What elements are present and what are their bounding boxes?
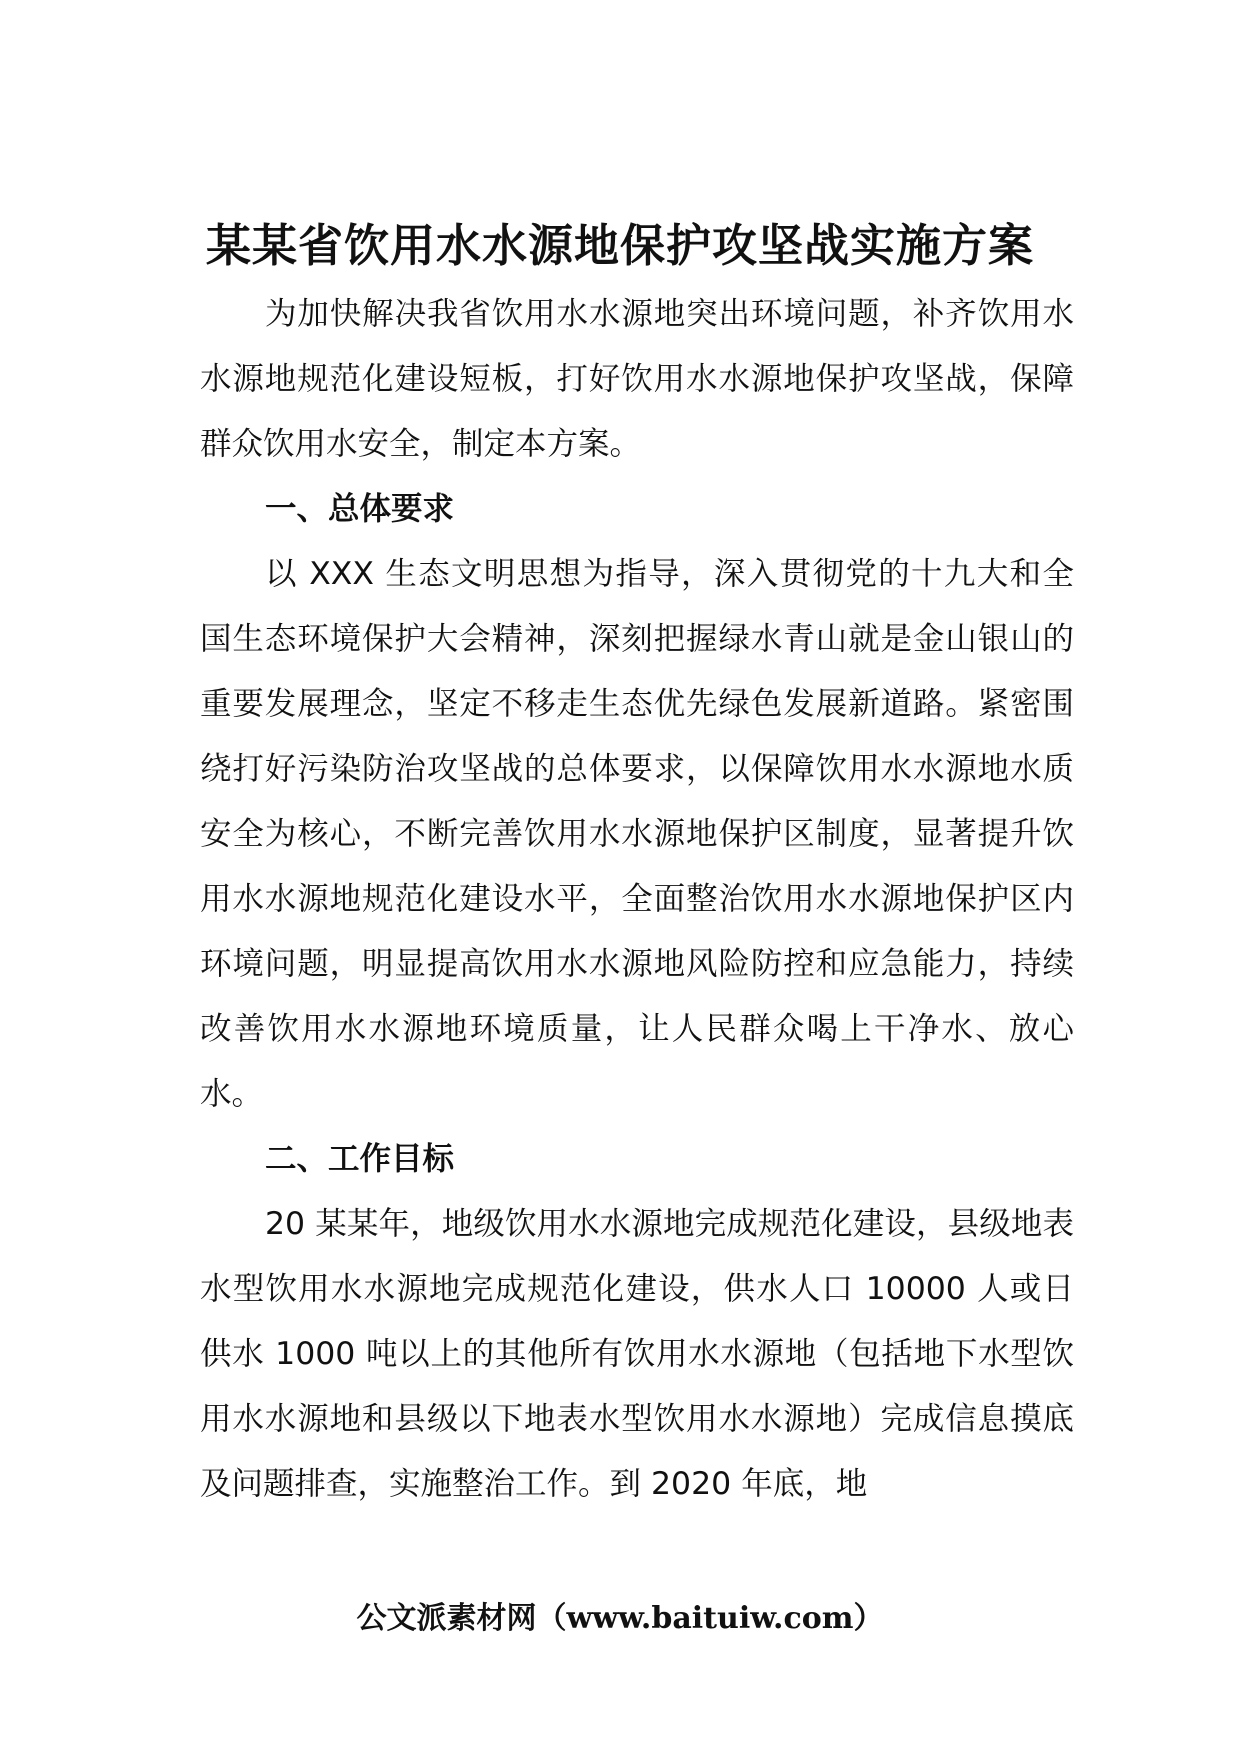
document-title: 某某省饮用水水源地保护攻坚战实施方案 [205, 219, 1034, 272]
page-footer-watermark: 公文派素材网（www.baituiw.com） [356, 1601, 884, 1636]
section-heading-general-requirements: 一、总体要求 [265, 491, 455, 527]
document-body [200, 282, 1074, 1517]
paragraph-intro: 为加快解决我省饮用水水源地突出环境问题，补齐饮用水水源地规范化建设短板，打好饮用水水源地保护攻坚战，保障群众饮用水安全，制定本方案。 [200, 296, 1074, 462]
paragraph-general-requirements: 以 XXX 生态文明思想为指导，深入贯彻党的十九大和全国生态环境保护大会精神，深刻把握绿水青山就是金山银山的重要发展理念，坚定不移走生态优先绿色发展新道路。紧密围绕打好污染防治攻坚战的总体要求，以保障饮用水水源地水质安全为核心，不断完善饮用水水源地保护区制度，显著提升饮用水水源地规范化建设水平，全面整治饮用水水源地保护区内环境问题，明显提高饮用水水源地风险防控和应急能力，持续改善饮用水水源地环境质量，让人民群众喝上干净水、放心水。 [200, 556, 1074, 1112]
section-heading-work-goals: 二、工作目标 [265, 1141, 455, 1177]
paragraph-work-goals: 20 某某年，地级饮用水水源地完成规范化建设，县级地表水型饮用水水源地完成规范化建设，供水人口 10000 人或日供水 1000 吨以上的其他所有饮用水水源地（包括地下水型饮用水水源地和县级以下地表水型饮用水水源地）完成信息摸底及问题排查，实施整治工作。到 2020 年底，地 [200, 1206, 1074, 1502]
